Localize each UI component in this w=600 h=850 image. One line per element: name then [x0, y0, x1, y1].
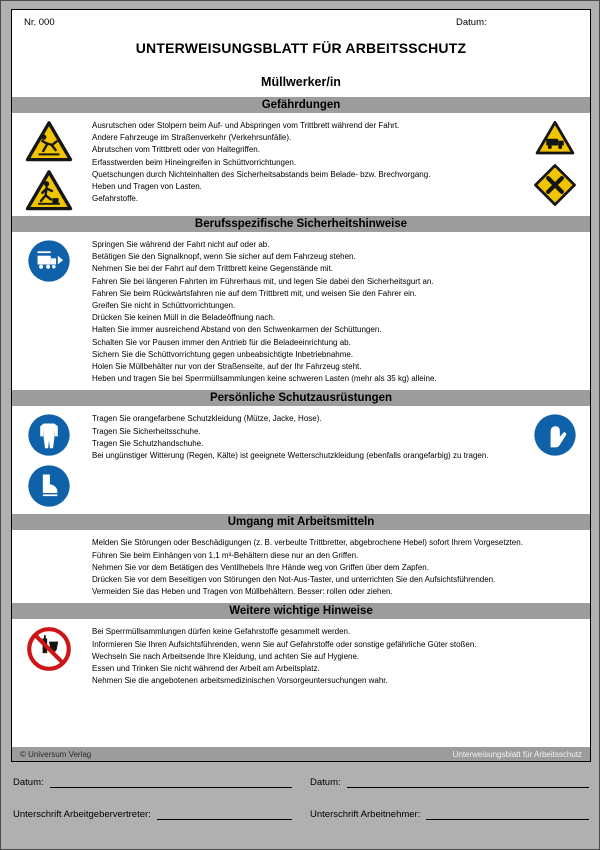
section-equipment: [12, 514, 590, 603]
date-field-employer: [13, 777, 292, 788]
notes-item: Essen und Trinken Sie nicht während der Arbeit am Arbeitsplatz.: [92, 664, 320, 674]
ppe-item: Bei ungünstiger Witterung (Regen, Kälte) ist geeignete Wetterschutzkleidung (ebenfalls orangefarbig) zu tragen.: [92, 451, 489, 461]
signature-field-employer: [13, 809, 292, 820]
mandatory-protective-clothing-icon: [27, 413, 71, 457]
ppe-item: Tragen Sie Schutzhandschuhe.: [92, 438, 204, 448]
ppe-icons-left: [18, 412, 80, 509]
equipment-icons-left: [18, 536, 80, 598]
hazard-item: Andere Fahrzeuge im Straßenverkehr (Verkehrsunfälle).: [92, 133, 292, 143]
ppe-icons-right: [528, 412, 582, 509]
hazard-icons-left: [18, 119, 80, 211]
ppe-item: Tragen Sie orangefarbene Schutzkleidung (Mütze, Jacke, Hose).: [92, 414, 322, 424]
hazard-item: Ausrutschen oder Stolpern beim Auf- und Abspringen vom Trittbrett während der Fahrt.: [92, 121, 400, 130]
hazard-item: Quetschungen durch Nichteinhalten des Sicherheitsabstands beim Belade- bzw. Brechvorgang.: [92, 169, 431, 179]
notes-item: Nehmen Sie die angebotenen arbeitsmedizinischen Vorsorgeuntersuchungen wahr.: [92, 676, 388, 686]
section-title-notes: Weitere wichtige Hinweise: [12, 603, 590, 619]
safety-item: Greifen Sie nicht in Schüttvorrichtungen.: [92, 301, 236, 311]
footer-bar: [12, 747, 590, 761]
instruction-sheet: [11, 9, 591, 762]
hazard-diamond-icon: [532, 162, 578, 208]
prohibition-eating-drinking-icon: [26, 626, 72, 672]
copyright-text: © Universum Verlag: [20, 749, 92, 759]
mandatory-refuse-vehicle-icon: [27, 239, 71, 283]
signature-label-employer: Unterschrift Arbeitgebervertreter:: [13, 809, 151, 820]
meta-row: [24, 17, 578, 28]
notes-icons-left: [18, 625, 80, 687]
ppe-text: [80, 412, 528, 509]
safety-item: Springen Sie während der Fahrt nicht auf oder ab.: [92, 240, 270, 249]
section-body-ppe: [12, 406, 590, 514]
warning-slipping-icon: [25, 120, 73, 162]
section-body-notes: [12, 619, 590, 692]
mandatory-safety-boots-icon: [27, 464, 71, 508]
signature-field-employee: [310, 809, 589, 820]
hazard-item: Erfasstwerden beim Hineingreifen in Schüttvorrichtungen.: [92, 157, 297, 167]
safety-item: Drücken Sie keinen Müll in die Beladeöffnung nach.: [92, 313, 276, 323]
hazard-text: [80, 119, 528, 211]
notes-item: Informieren Sie Ihren Aufsichtsführenden, wenn Sie auf Gefahrstoffe oder sonstige gefährliche Güter stoßen.: [92, 639, 477, 649]
equipment-text: [80, 536, 582, 598]
date-line-employer[interactable]: [50, 777, 292, 788]
footer-title: Unterweisungsblatt für Arbeitsschutz: [452, 749, 582, 759]
signature-label-employee: Unterschrift Arbeitnehmer:: [310, 809, 421, 820]
date-label: Datum:: [456, 17, 487, 28]
signature-grid: [13, 777, 589, 820]
date-label-employee: Datum:: [310, 777, 341, 788]
page-title: UNTERWEISUNGSBLATT FÜR ARBEITSSCHUTZ: [135, 40, 467, 56]
safety-item: Fahren Sie bei längeren Fahrten im Führerhaus mit, und legen Sie dabei den Sicherheitsgurt an.: [92, 276, 434, 286]
sheet-header: [12, 10, 590, 97]
equipment-item: Führen Sie beim Einhängen von 1,1 m³-Behältern diese nur an den Griffen.: [92, 550, 359, 560]
section-body-equipment: [12, 530, 590, 603]
section-notes: [12, 603, 590, 692]
notes-item: Wechseln Sie nach Arbeitsende Ihre Kleidung, und achten Sie auf Hygiene.: [92, 651, 360, 661]
safety-item: Fahren Sie beim Rückwärtsfahren nie auf dem Trittbrett mit, und weisen Sie den Fahrer ein.: [92, 288, 417, 298]
safety-item: Sichern Sie die Schüttvorrichtung gegen unbeabsichtigte Inbetriebnahme.: [92, 349, 354, 359]
equipment-item: Melden Sie Störungen oder Beschädigungen (z. B. verbeulte Trittbretter, abgebrochene Hebel) sofort Ihrem Vorgesetzten.: [92, 538, 523, 548]
section-title-equipment: Umgang mit Arbeitsmitteln: [12, 514, 590, 530]
safety-item: Nehmen Sie bei der Fahrt auf dem Trittbrett keine Gegenstände mit.: [92, 264, 334, 274]
section-title-safety: Berufsspezifische Sicherheitshinweise: [12, 216, 590, 232]
warning-tripping-icon: [25, 169, 73, 211]
safety-text: [80, 238, 582, 385]
hazard-icons-right: [528, 119, 582, 211]
section-title-hazards: Gefährdungen: [12, 97, 590, 113]
hazard-item: Abrutschen vom Trittbrett oder von Haltegriffen.: [92, 145, 260, 155]
section-body-safety: [12, 232, 590, 390]
section-body-hazards: [12, 113, 590, 216]
hazard-item: Gefahrstoffe.: [92, 194, 139, 204]
hazard-item: Heben und Tragen von Lasten.: [92, 182, 202, 192]
equipment-item: Drücken Sie vor dem Beseitigen von Störungen den Not-Aus-Taster, und unterrichten Sie den Aufsichtsführenden.: [92, 575, 496, 585]
safety-item: Schalten Sie vor Pausen immer den Antrieb für die Beladeeinrichtung ab.: [92, 337, 351, 347]
safety-item: Betätigen Sie den Signalknopf, wenn Sie sicher auf dem Fahrzeug stehen.: [92, 252, 356, 262]
section-safety: [12, 216, 590, 390]
warning-vehicle-icon: [535, 120, 575, 155]
mandatory-safety-gloves-icon: [533, 413, 577, 457]
equipment-item: Nehmen Sie vor dem Betätigen des Ventilhebels Ihre Hände weg von Griffen über dem Zapfen.: [92, 562, 429, 572]
signature-line-employer[interactable]: [157, 809, 292, 820]
date-field-employee: [310, 777, 589, 788]
job-title: Müllwerker/in: [261, 75, 341, 89]
date-label-employer: Datum:: [13, 777, 44, 788]
notes-item: Bei Sperrmüllsammlungen dürfen keine Gefahrstoffe gesammelt werden.: [92, 627, 351, 637]
safety-item: Halten Sie immer ausreichend Abstand von den Schwenkarmen der Schüttungen.: [92, 325, 382, 335]
equipment-item: Vermeiden Sie das Heben und Tragen von Müllbehältern. Besser: rollen oder ziehen.: [92, 587, 393, 597]
ppe-item: Tragen Sie Sicherheitsschuhe.: [92, 426, 201, 436]
doc-number: Nr. 000: [24, 17, 55, 28]
date-line-employee[interactable]: [347, 777, 589, 788]
section-hazards: [12, 97, 590, 216]
safety-item: Heben und tragen Sie bei Sperrmüllsammlungen keine schweren Lasten (mehr als 35 kg) alleine.: [92, 374, 437, 384]
safety-item: Holen Sie Müllbehälter nur von der Straßenseite, auf der Ihr Fahrzeug steht.: [92, 362, 362, 372]
safety-icons-left: [18, 238, 80, 385]
section-ppe: [12, 390, 590, 514]
signature-area: [13, 777, 589, 820]
signature-line-employee[interactable]: [426, 809, 589, 820]
notes-text: [80, 625, 582, 687]
section-title-ppe: Persönliche Schutzausrüstungen: [12, 390, 590, 406]
